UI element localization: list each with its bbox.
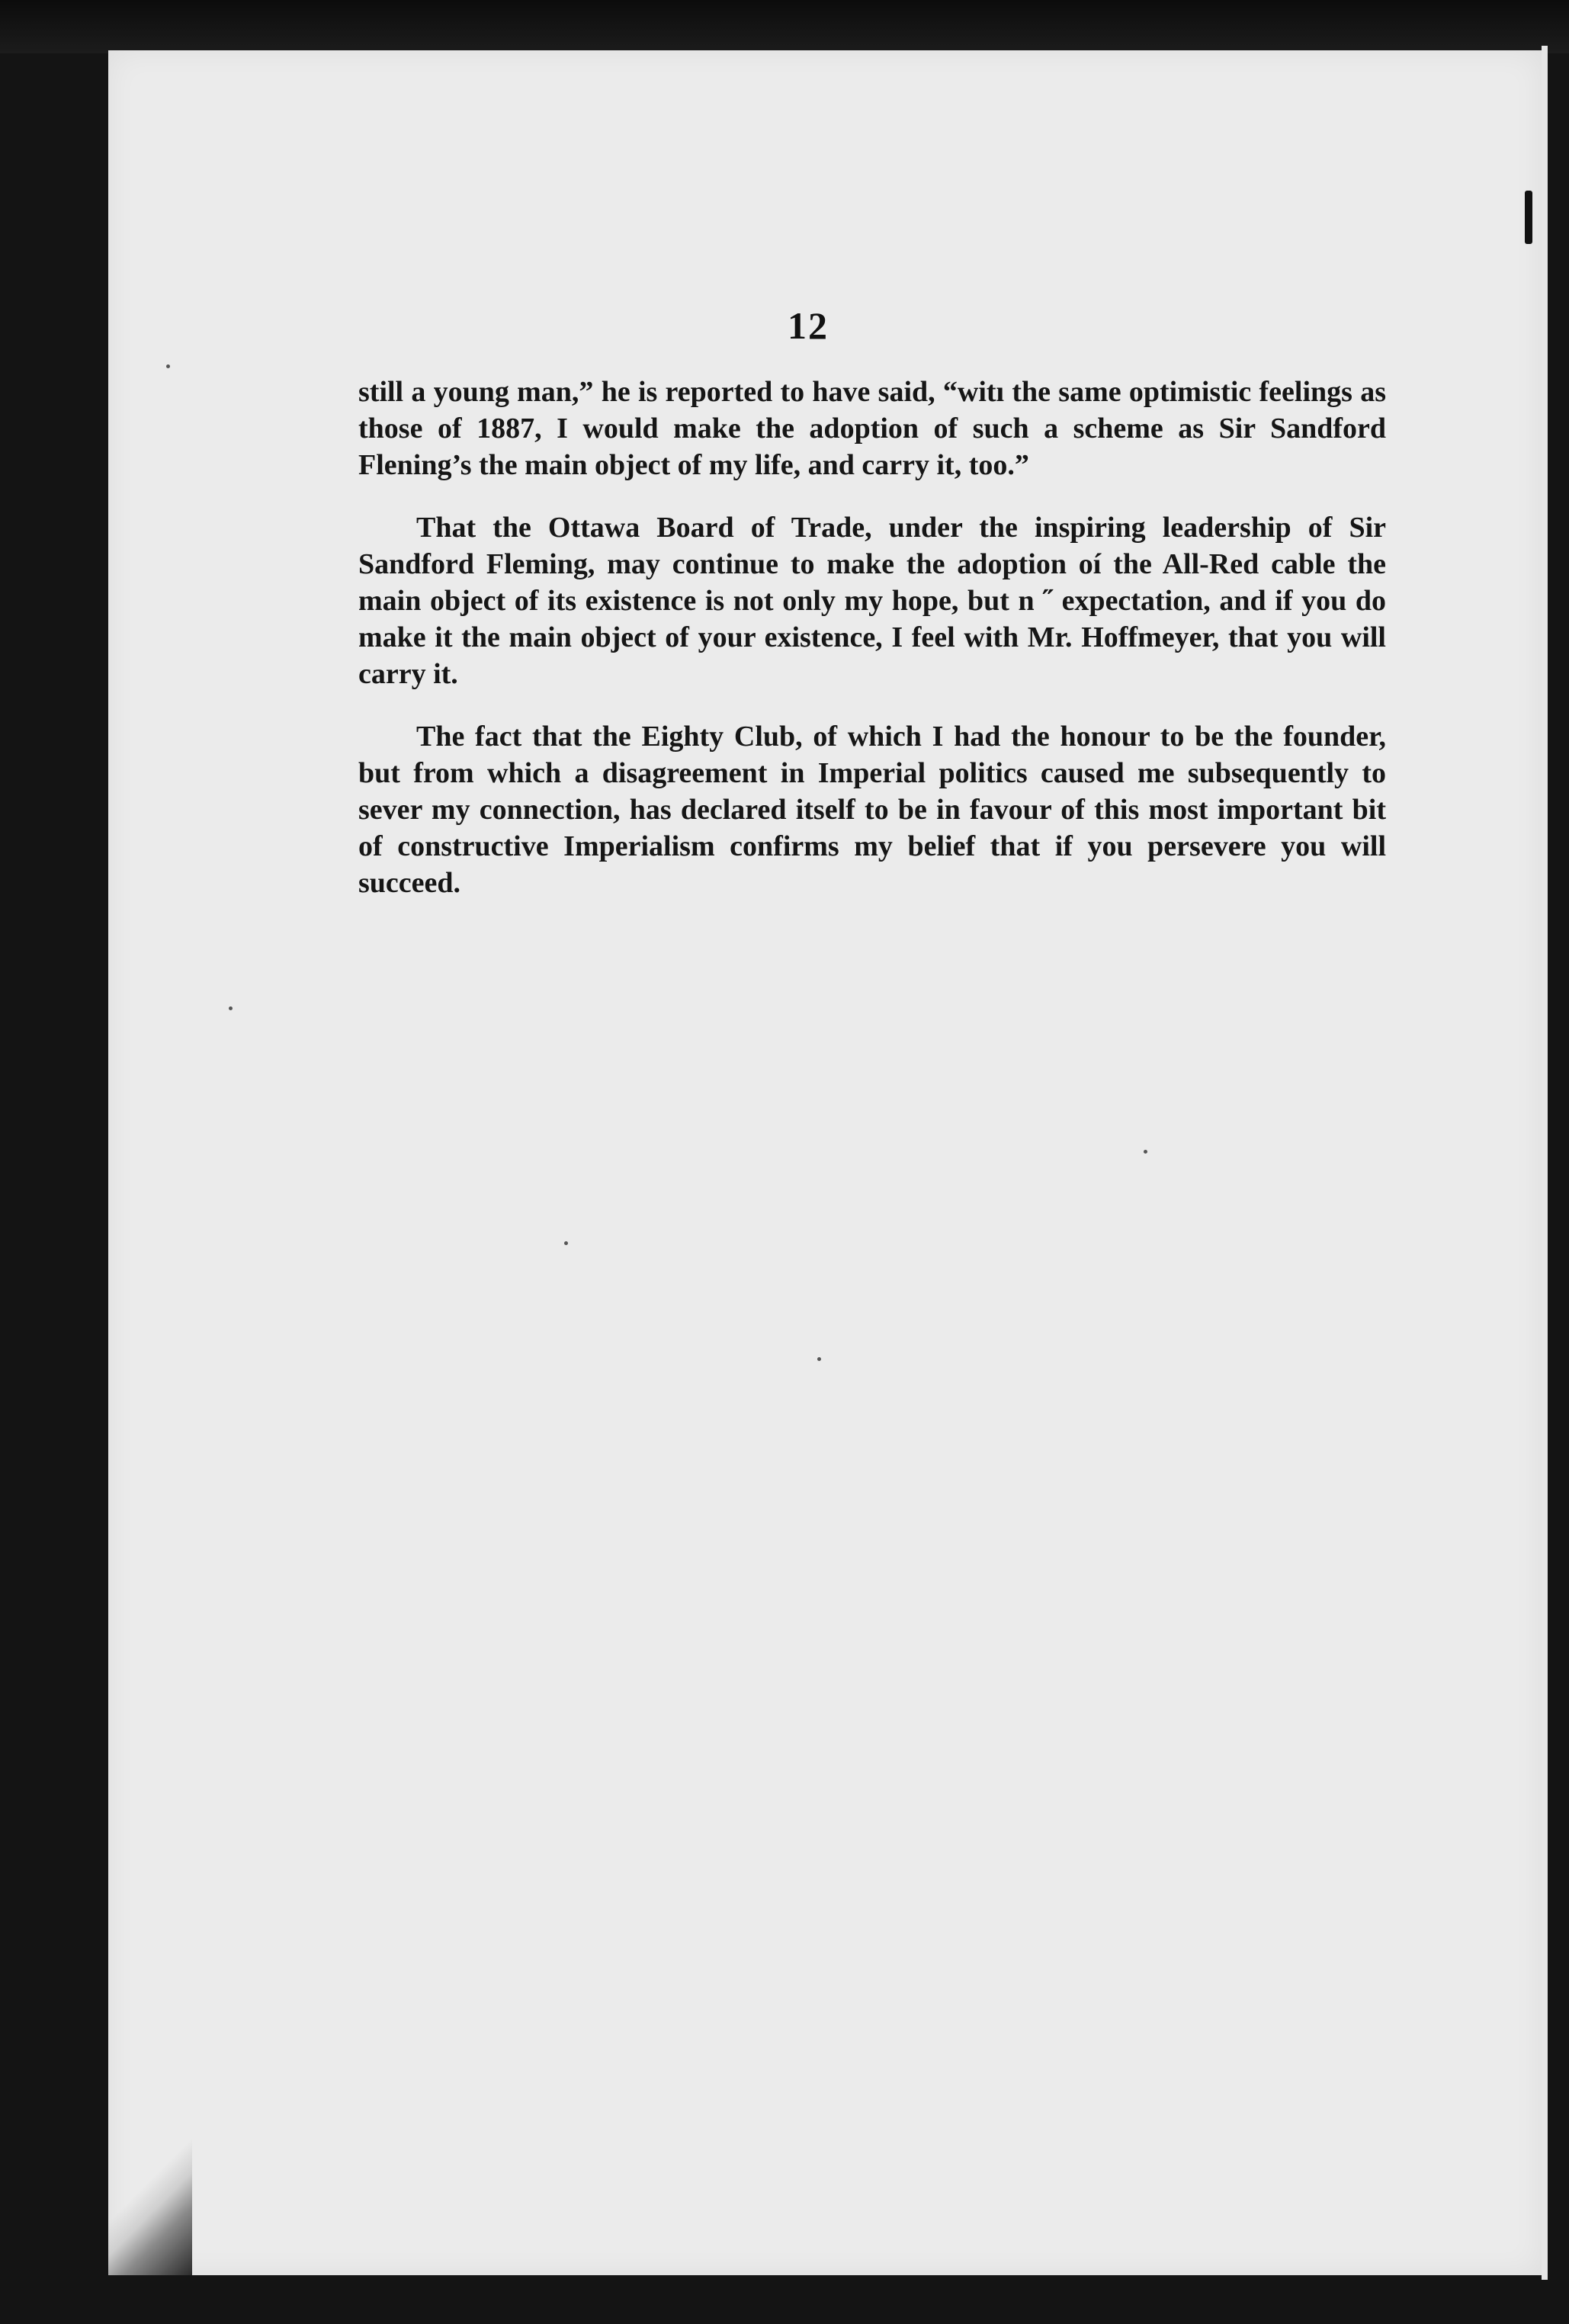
- paper-right-edge: [1542, 46, 1548, 2280]
- scanner-top-band: [0, 0, 1569, 53]
- page-number: 12: [788, 304, 829, 347]
- speck: [229, 1006, 233, 1010]
- paragraph: still a young man,” he is reported to have said, “witı the same optimistic feelings as those of 1887, I would make the adoption of such a scheme as Sir Sandford Flening’s the main object of my life, and carry it, too.”: [358, 376, 1386, 481]
- folded-corner: [108, 2130, 192, 2275]
- speck: [817, 1357, 821, 1361]
- paragraph: The fact that the Eighty Club, of which I had the honour to be the founder, but from which a disagreement in Imperial politics caused me subsequently to sever my connection, has declared itself to be in favour of this most important bit of constructive Imperialism confirms my belief that if you persevere you will succeed.: [358, 721, 1386, 899]
- body-text: [358, 374, 1386, 927]
- speck: [564, 1241, 568, 1245]
- margin-mark: [1525, 191, 1532, 244]
- speck: [1144, 1150, 1147, 1154]
- paragraph: That the Ottawa Board of Trade, under the inspiring leadership of Sir Sandford Fleming, may continue to make the adoption oí the All-Red cable the main object of its existence is not only my hope, but n ˝ expectation, and if you do make it the main object of your existence, I feel with Mr. Hoffmeyer, that you will carry it.: [358, 512, 1386, 690]
- speck: [166, 364, 170, 368]
